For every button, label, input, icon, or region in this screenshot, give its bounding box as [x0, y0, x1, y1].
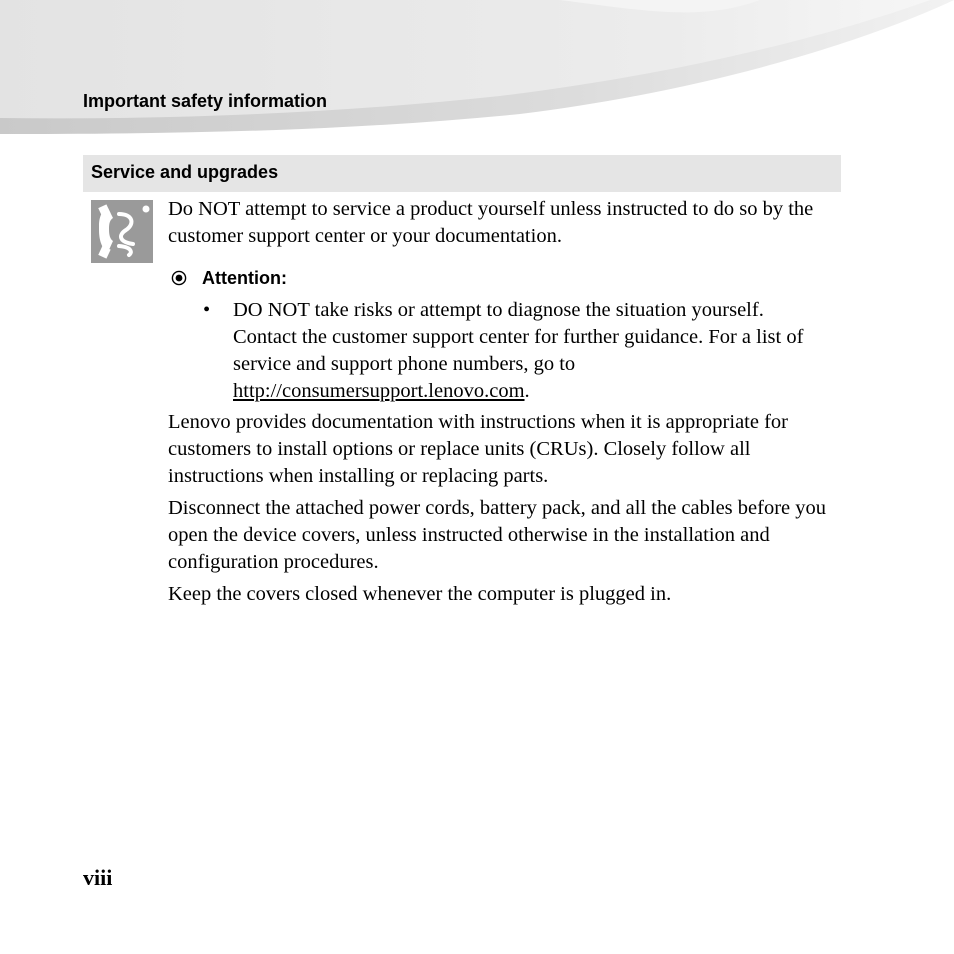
support-link[interactable]: http://consumersupport.lenovo.com	[233, 380, 525, 402]
page-number: viii	[83, 865, 113, 890]
section-heading-bar	[83, 155, 841, 192]
attention-bullet-list	[203, 297, 823, 405]
header-swoosh-decoration	[0, 0, 954, 140]
bullet-text: DO NOT take risks or attempt to diagnose the situation yourself. Contact the customer support center for further guidance. For a list of service and support phone numbers, go to	[233, 299, 804, 375]
bullet-icon: •	[203, 299, 211, 321]
intro-paragraph: Do NOT attempt to service a product yourself unless instructed to do so by the customer support center or your documentation.	[168, 198, 814, 247]
list-item	[203, 297, 823, 405]
telephone-support-icon	[91, 200, 153, 263]
disconnect-paragraph: Disconnect the attached power cords, battery pack, and all the cables before you open the device covers, unless instructed otherwise in the installation and configuration procedures.	[168, 497, 827, 573]
documentation-paragraph: Lenovo provides documentation with instructions when it is appropriate for customers to install options or replace units (CRUs). Closely follow all instructions when installing or replacing parts.	[168, 411, 788, 487]
attention-label: Attention:	[202, 268, 287, 288]
attention-target-icon	[171, 270, 187, 286]
covers-paragraph: Keep the covers closed whenever the computer is plugged in.	[168, 583, 672, 605]
running-head: Important safety information	[83, 91, 328, 111]
attention-heading	[171, 266, 287, 290]
section-title: Service and upgrades	[91, 162, 279, 182]
bullet-trailing-period: .	[524, 380, 530, 402]
